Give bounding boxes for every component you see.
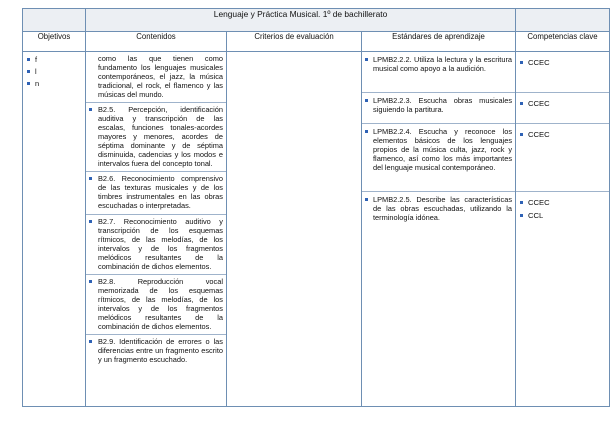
header-contenidos: Contenidos (86, 32, 227, 52)
bullet-icon (520, 214, 523, 217)
bullet-icon (520, 133, 523, 136)
bullet-icon (89, 177, 92, 180)
contenido-item: como las que tienen como fundamento los lenguajes musicales contemporáneos, el jazz, la música tradicional, el rock, el flamenco y las músicas del mundo. (86, 52, 226, 103)
bullet-icon (89, 280, 92, 283)
objetivo-item: f (27, 55, 85, 67)
bullet-icon (520, 61, 523, 64)
contenidos-cell (86, 52, 227, 407)
contenido-item: B2.7. Reconocimiento auditivo y transcripción de los esquemas rítmicos, de las melodías, de los intervalos y de los fragmentos melódicos resultantes de la combinación de dichos elementos. (86, 215, 226, 275)
title-blank-cell (516, 9, 610, 32)
bullet-icon (27, 70, 30, 73)
contenido-item: B2.9. Identificación de errores o las diferencias entre un fragmento escrito y un fragmento escuchado. (86, 335, 226, 367)
curriculum-table (22, 8, 610, 407)
estandar-item: LPMB2.2.2. Utiliza la lectura y la escritura musical como apoyo a la audición. (362, 52, 515, 93)
competencia-label: CCEC (528, 58, 550, 67)
estandares-cell (362, 52, 516, 407)
objetivo-item: n (27, 79, 85, 91)
table-title: Lenguaje y Práctica Musical. 1º de bachillerato (86, 9, 516, 32)
estandar-item: LPMB2.2.3. Escucha obras musicales siguiendo la partitura. (362, 93, 515, 124)
header-objetivos: Objetivos (23, 32, 86, 52)
competencia-group (516, 124, 609, 192)
competencias-cell (516, 52, 610, 407)
objetivo-item: l (27, 67, 85, 79)
contenido-item: B2.6. Reconocimiento comprensivo de las texturas musicales y de los timbres instrumentales en las obras escuchadas o interpretadas. (86, 172, 226, 214)
bullet-icon (27, 82, 30, 85)
criterios-cell (227, 52, 362, 407)
bullet-icon (365, 58, 368, 61)
estandar-item: LPMB2.2.4. Escucha y reconoce los elementos básicos de los lenguajes propios de la música culta, jazz, rock y flamenco, así como los más importantes del lenguaje musical contemporáneo. (362, 124, 515, 192)
bullet-icon (89, 108, 92, 111)
bullet-icon (89, 220, 92, 223)
objetivos-cell (23, 52, 86, 407)
header-estandares: Estándares de aprendizaje (362, 32, 516, 52)
competencia-group (516, 93, 609, 124)
header-criterios: Criterios de evaluación (227, 32, 362, 52)
estandar-item: LPMB2.2.5. Describe las características de las obras escuchadas, utilizando la terminología idónea. (362, 192, 515, 225)
header-competencias: Competencias clave (516, 32, 610, 52)
competencia-group (516, 52, 609, 93)
bullet-icon (365, 130, 368, 133)
bullet-icon (365, 198, 368, 201)
bullet-icon (520, 102, 523, 105)
bullet-icon (27, 58, 30, 61)
competencia-label: CCL (528, 211, 544, 220)
competencia-label: CCEC (528, 99, 550, 108)
competencia-group (516, 192, 609, 224)
contenido-item: B2.5. Percepción, identificación auditiva y transcripción de las escalas, funciones tonales-acordes mayores y menores, acordes de séptima dominante y de séptima disminuida, cadencias y los modos e intervalos fuera del concepto tonal. (86, 103, 226, 172)
bullet-icon (365, 99, 368, 102)
bullet-icon (520, 201, 523, 204)
bullet-icon (89, 340, 92, 343)
competencia-label: CCEC (528, 198, 550, 207)
contenido-item: B2.8. Reproducción vocal memorizada de los esquemas rítmicos, de las melodías, de los intervalos y de los fragmentos melódicos resultantes de la combinación de dichos elementos. (86, 275, 226, 335)
title-blank-cell (23, 9, 86, 32)
competencia-label: CCEC (528, 130, 550, 139)
